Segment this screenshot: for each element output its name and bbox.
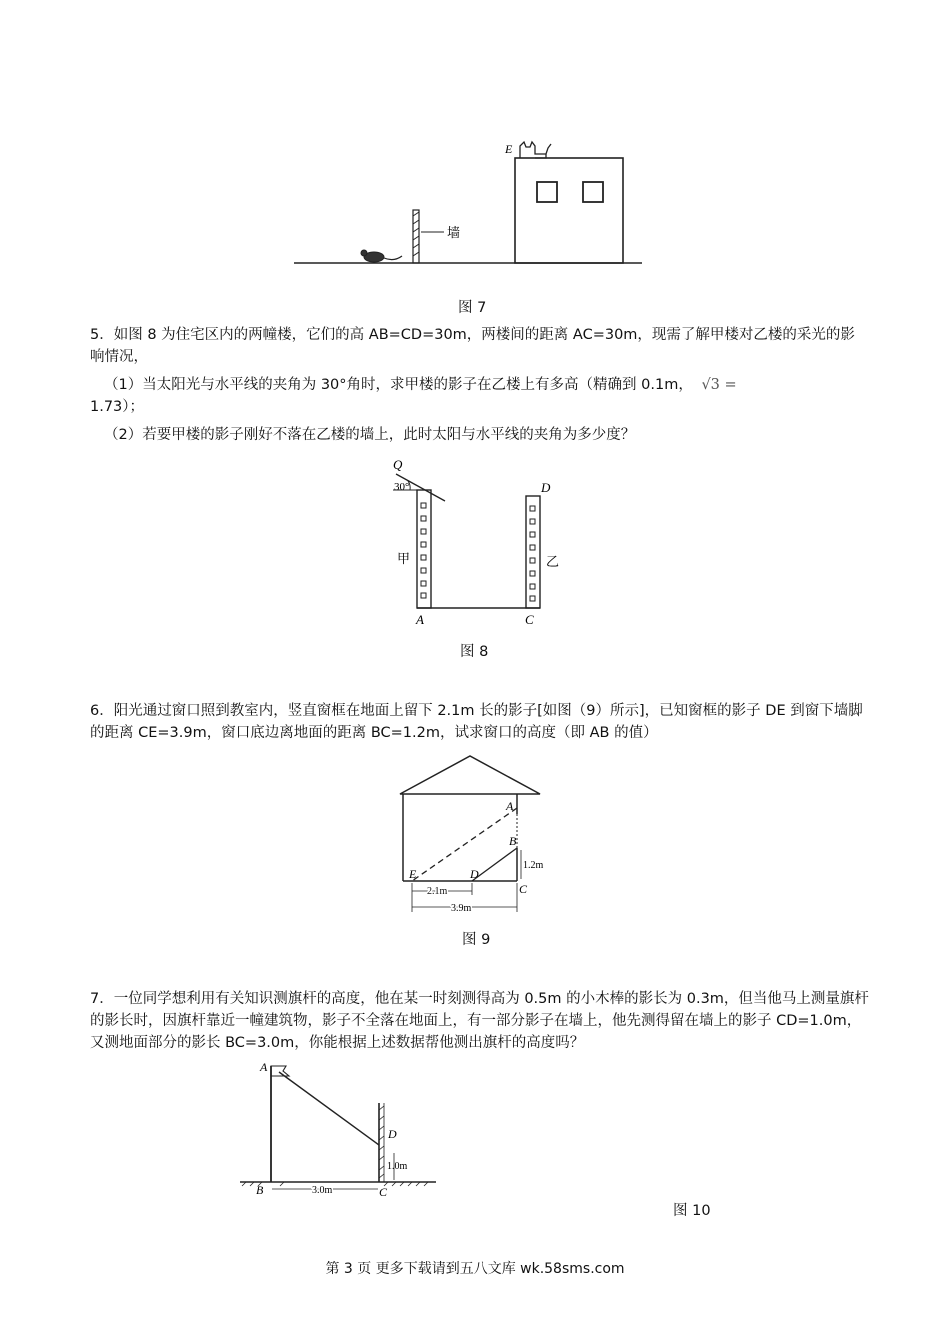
mouse-icon — [361, 250, 402, 262]
figure-9-caption: 图 9 — [462, 932, 491, 948]
figure-9 — [390, 752, 565, 917]
ray-b-d — [472, 848, 517, 881]
building-jia — [417, 490, 431, 608]
cat-icon — [520, 142, 551, 158]
part-1-text: （1）当太阳光与水平线的夹角为 30°角时，求甲楼的影子在乙楼上有多高（精确到 0.1m， — [104, 377, 693, 393]
question-5-part-1 — [90, 374, 866, 396]
question-5-part-2: （2）若要甲楼的影子刚好不落在乙楼的墙上，此时太阳与水平线的夹角为多少度？ — [104, 427, 636, 443]
house-roof — [400, 756, 540, 794]
label-e: E — [409, 867, 417, 881]
label-c: C — [525, 612, 534, 627]
label-2-1m: 2.1m — [427, 886, 448, 897]
label-d: D — [541, 480, 551, 495]
label-jia: 甲 — [397, 551, 411, 566]
label-yi: 乙 — [546, 554, 560, 569]
wall — [413, 210, 444, 263]
label-1-0m: 1.0m — [387, 1161, 408, 1172]
label-b: B — [509, 834, 517, 848]
sqrt-expression: √3 = — [701, 377, 737, 393]
building-yi — [526, 496, 540, 608]
figure-8 — [380, 456, 580, 631]
label-3-9m: 3.9m — [451, 903, 472, 914]
label-c: C — [379, 1185, 388, 1198]
question-7-text: 7．一位同学想利用有关知识测旗杆的高度，他在某一时刻测得高为 0.5m 的小木棒的影长为 0.3m，但当他马上测量旗杆的影长时，因旗杆靠近一幢建筑物，影子不全落在地面上，有一部分影子在墙上，他先测得留在墙上的影子 CD=1.0m，又测地面部分的影长 BC=3.0m，你能根据上述数据帮他测出旗杆的高度吗？ — [90, 991, 869, 1051]
page-footer: 第 3 页 更多下载请到五八文库 wk.58sms.com — [325, 1261, 625, 1277]
label-q: Q — [393, 457, 403, 472]
flag-icon — [271, 1066, 289, 1076]
ray-a-d — [279, 1072, 379, 1145]
label-1-2m: 1.2m — [523, 860, 544, 871]
label-b: B — [256, 1183, 264, 1197]
building — [515, 158, 623, 263]
question-6-text: 6．阳光通过窗口照到教室内，竖直窗框在地面上留下 2.1m 长的影子[如图（9）所示]，已知窗框的影子 DE 到窗下墙脚的距离 CE=3.9m，窗口底边离地面的距离 BC=1.2m，试求窗口的高度（即 AB 的值） — [90, 703, 863, 741]
label-c: C — [519, 882, 528, 896]
label-30: 30° — [394, 481, 410, 493]
building-wall — [379, 1103, 384, 1182]
label-a: A — [260, 1060, 268, 1074]
label-3-0m: 3.0m — [312, 1185, 333, 1196]
figure-8-caption: 图 8 — [460, 644, 489, 660]
label-e: E — [505, 142, 513, 156]
ray-a-e — [412, 808, 517, 881]
label-a: A — [506, 799, 514, 813]
label-a: A — [416, 612, 424, 627]
figure-7 — [290, 130, 650, 275]
question-5-part-1-end: 1.73）； — [90, 399, 145, 415]
wall-label: 墙 — [447, 225, 461, 240]
figure-7-caption: 图 7 — [458, 300, 487, 316]
question-5-intro: 5．如图 8 为住宅区内的两幢楼，它们的高 AB=CD=30m，两楼间的距离 AC=30m，现需了解甲楼对乙楼的采光的影响情况， — [90, 327, 855, 365]
figure-10-caption: 图 10 — [673, 1203, 711, 1219]
label-d: D — [388, 1127, 397, 1141]
label-d: D — [470, 867, 479, 881]
figure-10 — [236, 1058, 441, 1198]
